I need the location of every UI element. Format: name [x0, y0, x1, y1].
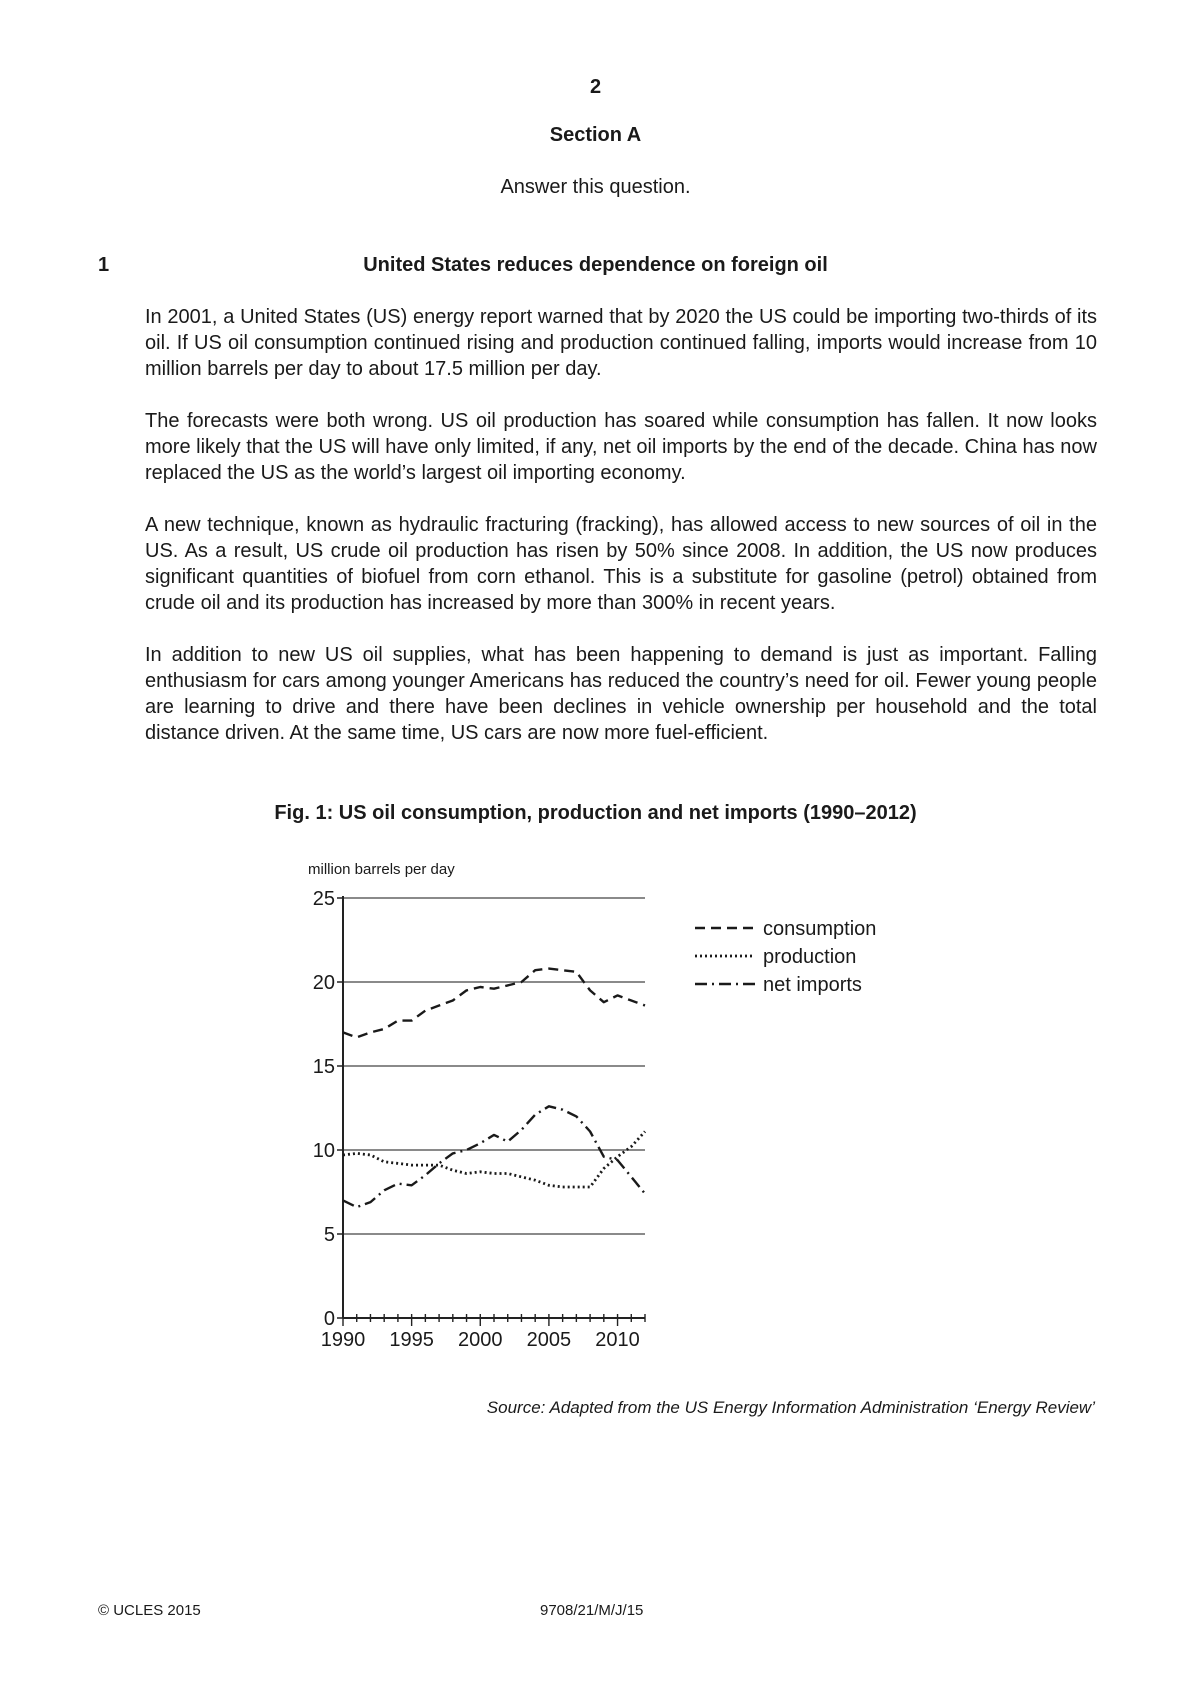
series-line-production	[343, 1132, 645, 1188]
page-number: 2	[589, 76, 602, 98]
paragraph: The forecasts were both wrong. US oil production has soared while consumption has fallen. It now looks more likely that the US will have only limited, if any, net oil imports by the end of the decade. China has now replaced the US as the world’s largest oil importing economy.	[145, 410, 1097, 484]
x-tick-label: 2005	[526, 1329, 572, 1351]
paragraph: A new technique, known as hydraulic fracturing (fracking), has allowed access to new sources of oil in the US. As a result, US crude oil production has risen by 50% since 2008. In addition, the US now produces significant quantities of biofuel from corn ethanol. This is a substitute for gasoline (petrol) obtained from crude oil and its production has increased by more than 300% in recent years.	[145, 514, 1097, 614]
figure-title: Fig. 1: US oil consumption, production and net imports (1990–2012)	[274, 802, 917, 824]
copyright-notice: © UCLES 2015	[98, 1602, 201, 1619]
x-tick-label: 2010	[595, 1329, 640, 1351]
question-title: United States reduces dependence on foreign oil	[363, 254, 828, 276]
y-tick-label: 10	[312, 1140, 335, 1162]
section-title: Section A	[549, 124, 642, 146]
x-tick-label: 2000	[458, 1329, 503, 1351]
legend-label: consumption	[763, 918, 877, 940]
legend-label: production	[763, 946, 857, 968]
question-number: 1	[98, 254, 110, 276]
x-tick-label: 1995	[389, 1329, 434, 1351]
paragraph: In 2001, a United States (US) energy report warned that by 2020 the US could be importing two-thirds of its oil. If US oil consumption continued rising and production continued falling, imports would increase from 10 million barrels per day to about 17.5 million per day.	[145, 306, 1097, 380]
y-tick-label: 0	[323, 1308, 335, 1330]
series-line-net-imports	[343, 1106, 645, 1207]
paper-code: 9708/21/M/J/15	[540, 1602, 644, 1619]
y-tick-label: 15	[312, 1056, 335, 1078]
y-tick-label: 5	[323, 1224, 335, 1246]
paragraph: In addition to new US oil supplies, what has been happening to demand is just as important. Falling enthusiasm for cars among younger Americans has reduced the country’s need for oil. Fewer young people are learning to drive and there have been declines in vehicle ownership per household and the total distance driven. At the same time, US cars are now more fuel-efficient.	[145, 644, 1097, 744]
y-tick-label: 25	[312, 888, 335, 910]
legend-label: net imports	[763, 974, 862, 996]
instruction-text: Answer this question.	[500, 176, 691, 198]
y-tick-label: 20	[312, 972, 335, 994]
x-tick-label: 1990	[320, 1329, 366, 1351]
y-axis-label: million barrels per day	[308, 861, 455, 878]
figure-source: Source: Adapted from the US Energy Information Administration ‘Energy Review’	[486, 1398, 1095, 1417]
series-line-consumption	[343, 969, 645, 1038]
